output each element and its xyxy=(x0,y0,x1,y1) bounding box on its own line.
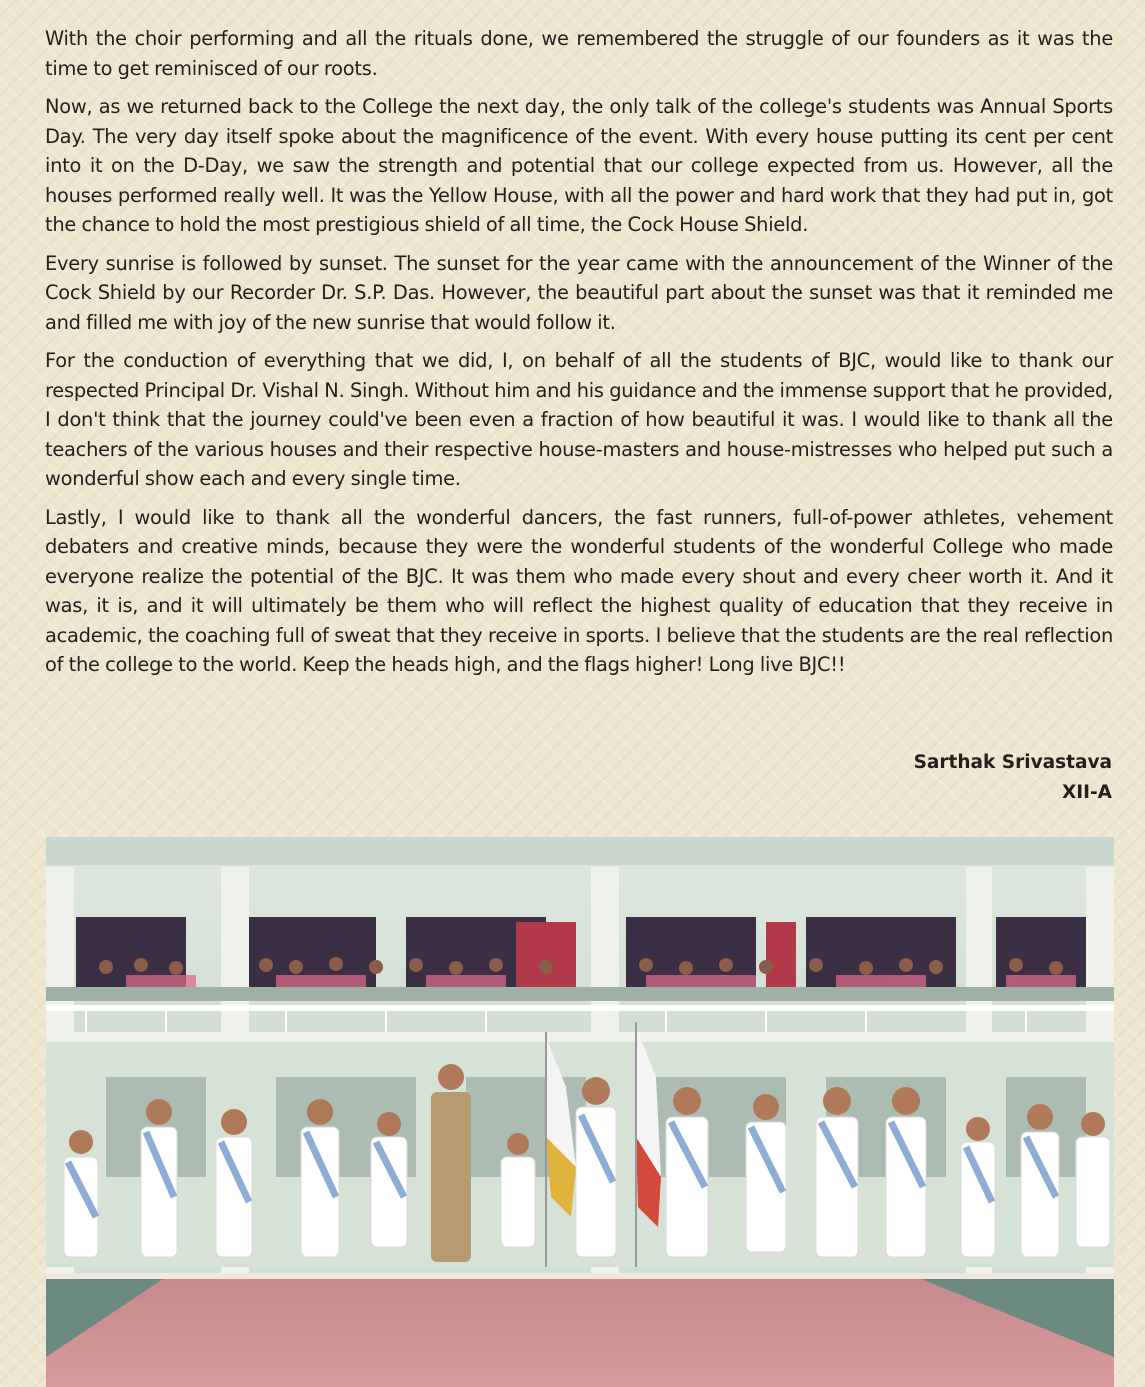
paragraph-3: Every sunrise is followed by sunset. The sunset for the year came with the announcement of the Winner of the Cock Shield by our Recorder Dr. S.P. Das. However, the beautiful part about the sunset was that it reminded me and filled me with joy of the new sunrise that would follow it. xyxy=(45,251,1113,334)
author-class: XII-A xyxy=(1061,782,1112,803)
paragraph-4: For the conduction of everything that we did, I, on behalf of all the students of BJC, would like to thank our respected Principal Dr. Vishal N. Singh. Without him and his guidance and the immense support that he provided, I don't think that the journey could've been even a fraction of how beautiful it was. I would like to thank all the teachers of the various houses and their respective house-masters and house-mistresses who helped put such a wonderful show each and every single time. xyxy=(45,349,1113,490)
group-photo-icon xyxy=(46,837,1114,1387)
group-photo xyxy=(46,837,1114,1387)
author-name: Sarthak Srivastava xyxy=(913,752,1112,773)
article-body xyxy=(45,24,1113,689)
paragraph-1: With the choir performing and all the rituals done, we remembered the struggle of our founders as it was the time to get reminisced of our roots. xyxy=(45,27,1113,80)
paragraph-2: Now, as we returned back to the College the next day, the only talk of the college's students was Annual Sports Day. The very day itself spoke about the magnificence of the event. With every house putting its cent per cent into it on the D-Day, we saw the strength and potential that our college expected from us. However, all the houses performed really well. It was the Yellow House, with all the power and hard work that they had put in, got the chance to hold the most prestigious shield of all time, the Cock House Shield. xyxy=(45,95,1113,236)
paragraph-5: Lastly, I would like to thank all the wonderful dancers, the fast runners, full-of-power athletes, vehement debaters and creative minds, because they were the wonderful students of the wonderful College who made everyone realize the potential of the BJC. It was them who made every shout and every cheer worth it. And it was, it is, and it will ultimately be them who will reflect the highest quality of education that they receive in academic, the coaching full of sweat that they receive in sports. I believe that the students are the real reflection of the college to the world. Keep the heads high, and the flags higher! Long live BJC!! xyxy=(45,505,1113,676)
author-signature xyxy=(914,748,1112,808)
